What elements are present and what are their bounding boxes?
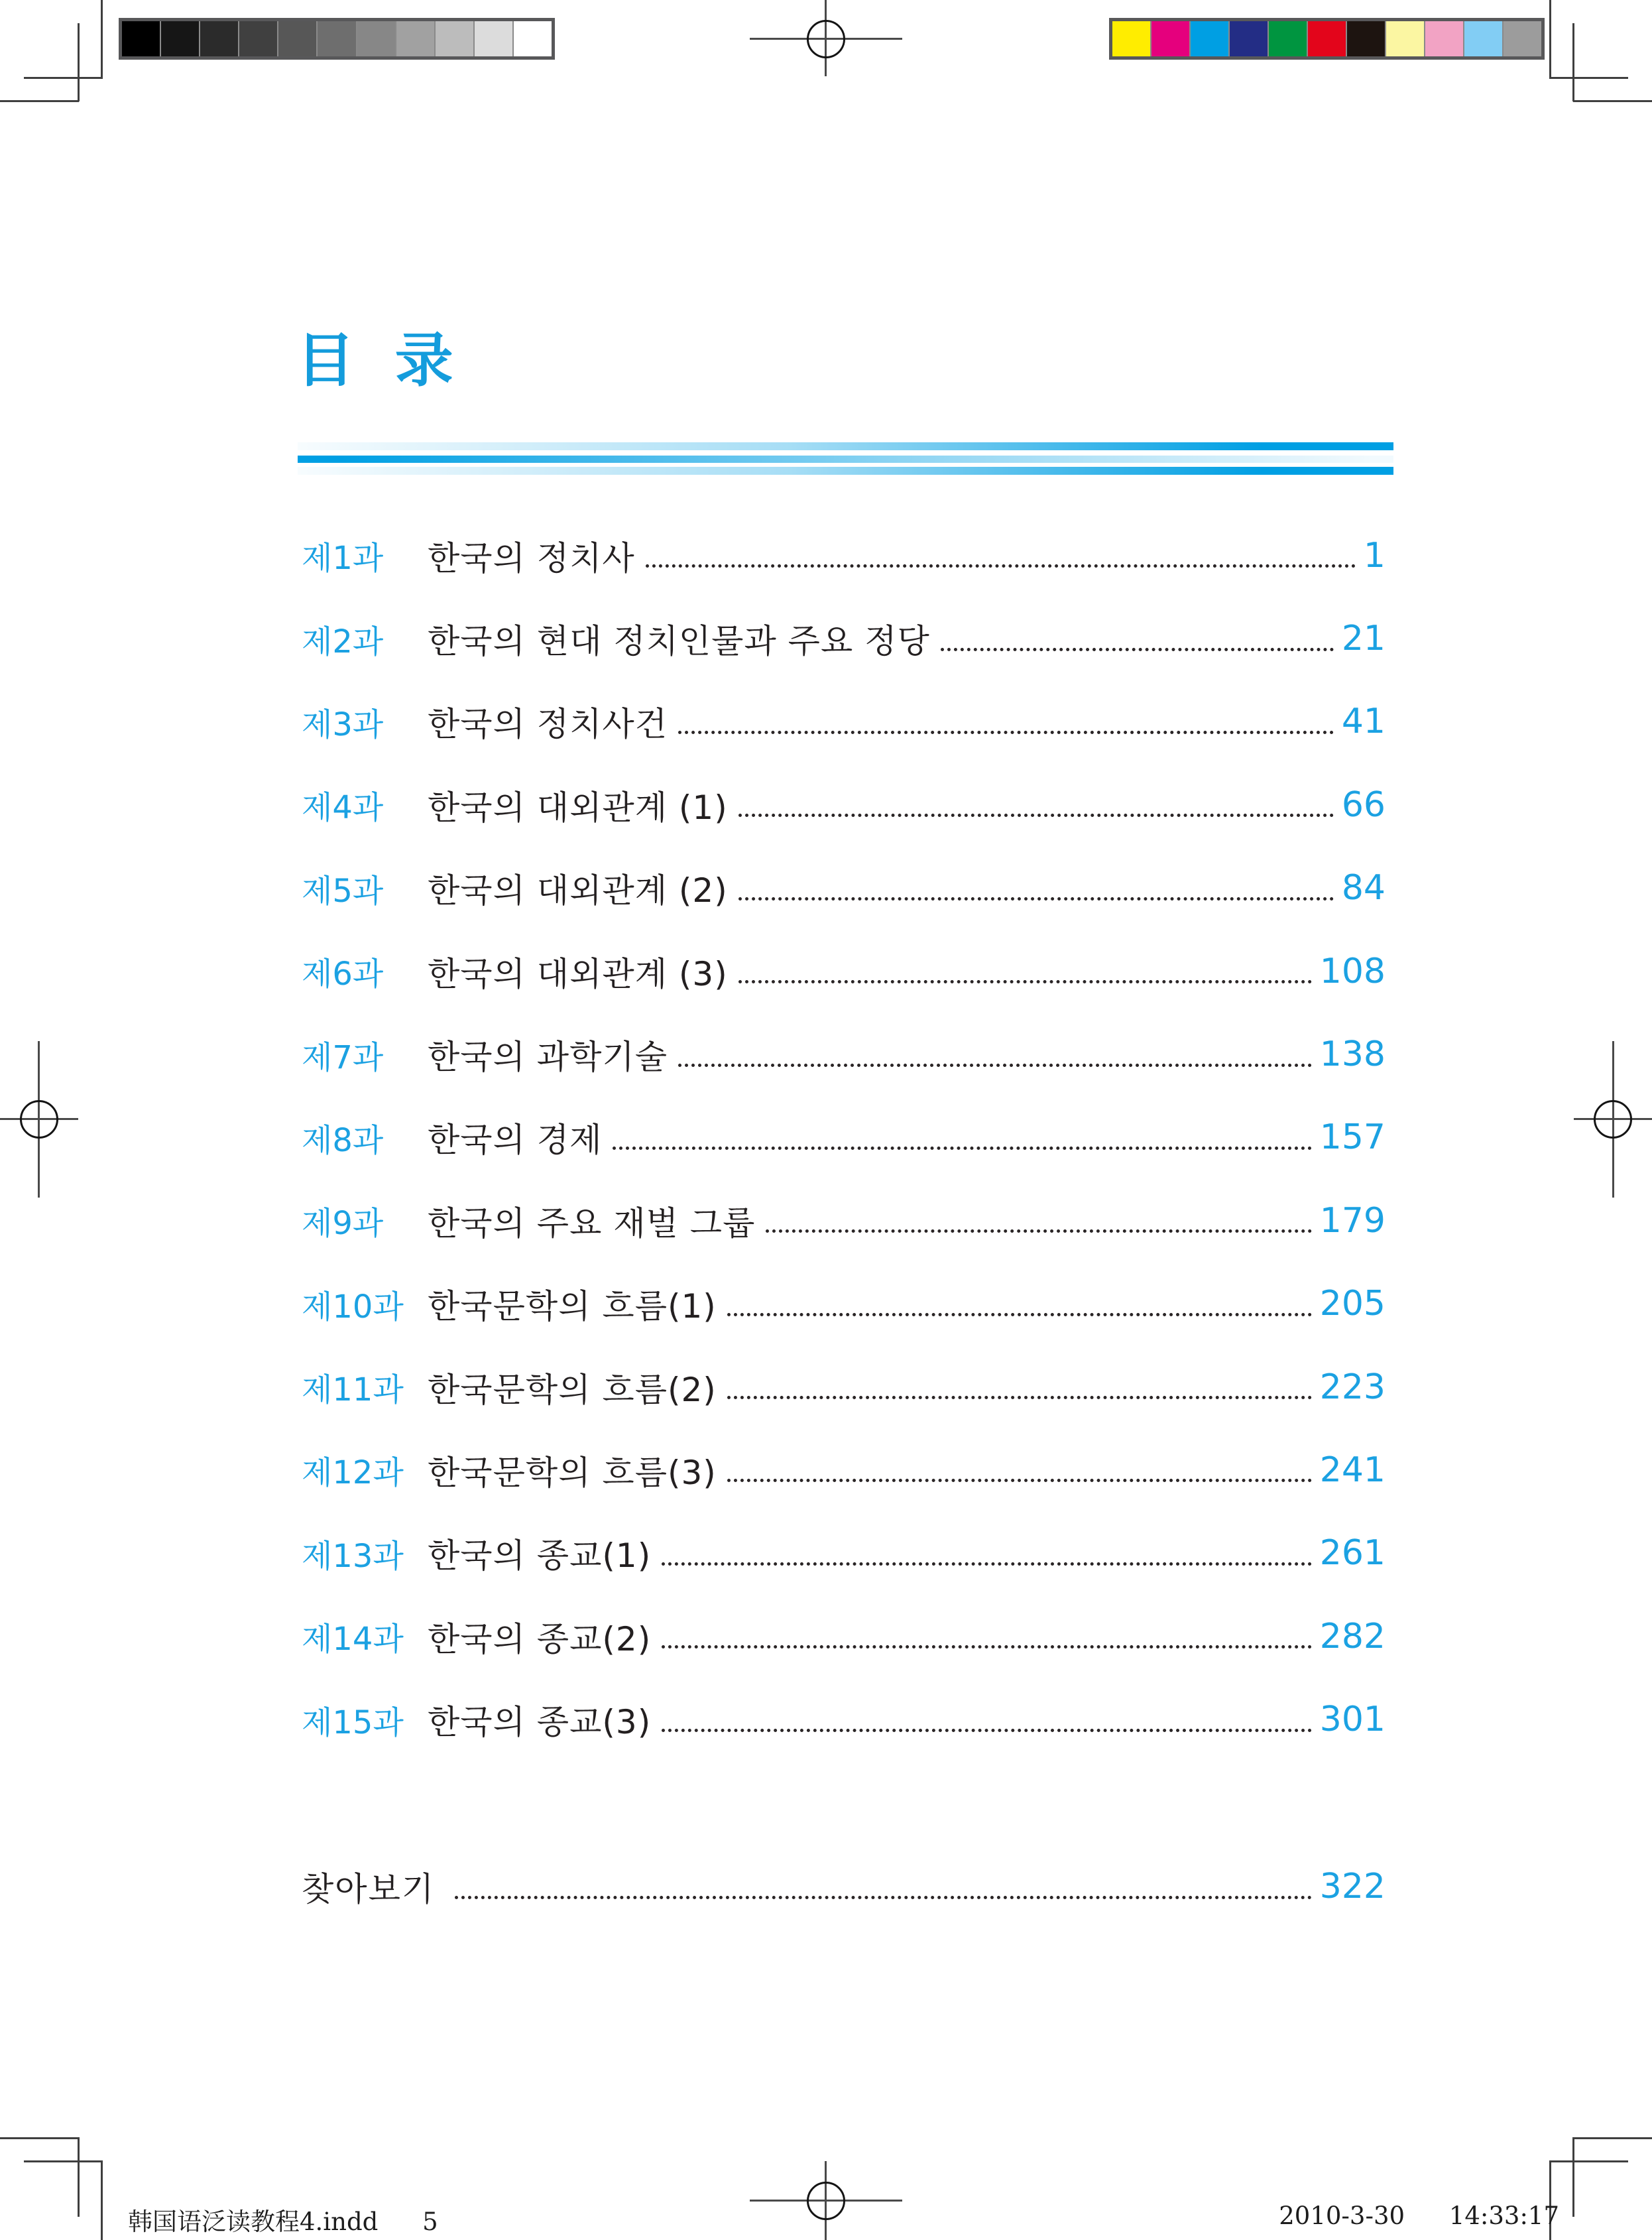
dot-leader bbox=[662, 1562, 1312, 1566]
lesson-label: 제11과 bbox=[302, 1371, 404, 1409]
gray-swatch bbox=[514, 21, 552, 56]
gray-swatch bbox=[200, 21, 238, 56]
page-number: 41 bbox=[1341, 702, 1386, 742]
lesson-label: 제3과 bbox=[302, 706, 384, 743]
crop-mark bbox=[1549, 77, 1628, 79]
lesson-title: 한국의 종교(2) bbox=[428, 1619, 652, 1658]
toc-entry bbox=[302, 680, 1386, 763]
lesson-label: 제1과 bbox=[302, 540, 384, 578]
color-swatch bbox=[1151, 21, 1189, 56]
registration-circle bbox=[1594, 1100, 1632, 1139]
footer-time: 14:33:17 bbox=[1448, 2202, 1559, 2230]
crop-mark bbox=[1549, 2160, 1628, 2162]
lesson-title: 한국의 대외관계 (3) bbox=[428, 954, 728, 993]
footer-timestamp bbox=[1279, 2202, 1559, 2230]
lesson-label: 제7과 bbox=[302, 1038, 384, 1076]
lesson-title: 한국의 종교(3) bbox=[428, 1703, 652, 1742]
dot-leader bbox=[662, 1729, 1312, 1732]
crop-mark bbox=[1573, 2137, 1652, 2139]
registration-circle bbox=[807, 2182, 845, 2220]
registration-circle bbox=[20, 1100, 58, 1139]
registration-circle bbox=[807, 20, 845, 58]
page-number: 179 bbox=[1319, 1200, 1386, 1241]
lesson-title: 한국의 현대 정치인물과 주요 정당 bbox=[428, 622, 930, 661]
gray-swatch bbox=[239, 21, 277, 56]
gray-swatch bbox=[357, 21, 395, 56]
lesson-label: 제15과 bbox=[302, 1704, 404, 1741]
toc-entry bbox=[302, 1595, 1386, 1678]
footer-filename: 韩国语泛读教程4.indd bbox=[128, 2208, 379, 2236]
toc-entry bbox=[302, 597, 1386, 680]
lesson-title: 한국의 과학기술 bbox=[428, 1038, 668, 1077]
page-number: 241 bbox=[1319, 1450, 1386, 1490]
toc-entry bbox=[302, 1428, 1386, 1511]
lesson-title: 한국의 주요 재벌 그룹 bbox=[428, 1204, 756, 1243]
lesson-label: 제6과 bbox=[302, 956, 384, 993]
dot-leader bbox=[738, 897, 1334, 901]
page-number: 205 bbox=[1319, 1284, 1386, 1324]
lesson-title: 한국의 종교(1) bbox=[428, 1536, 652, 1576]
lesson-title: 한국의 경제 bbox=[428, 1121, 603, 1160]
lesson-label: 제14과 bbox=[302, 1621, 404, 1658]
gray-swatch bbox=[475, 21, 512, 56]
color-swatch bbox=[1504, 21, 1541, 56]
dot-leader bbox=[727, 1313, 1312, 1316]
gray-swatch bbox=[161, 21, 199, 56]
toc-entry bbox=[302, 1013, 1386, 1095]
gray-swatch bbox=[278, 21, 316, 56]
dot-leader bbox=[613, 1147, 1311, 1150]
grayscale-calibration-bar bbox=[119, 18, 555, 60]
lesson-title: 한국의 대외관계 (1) bbox=[428, 788, 728, 827]
dot-leader bbox=[646, 564, 1356, 568]
title-rule-middle bbox=[298, 456, 1393, 463]
toc-entry bbox=[302, 1345, 1386, 1428]
page-number: 108 bbox=[1319, 951, 1386, 991]
footer-file-info bbox=[128, 2202, 438, 2237]
dot-leader bbox=[662, 1645, 1312, 1649]
toc-entry bbox=[302, 1263, 1386, 1345]
lesson-label: 제10과 bbox=[302, 1288, 404, 1326]
dot-leader bbox=[678, 731, 1334, 734]
lesson-title: 한국문학의 흐름(3) bbox=[428, 1453, 717, 1492]
dot-leader bbox=[738, 980, 1312, 983]
lesson-label: 제13과 bbox=[302, 1537, 404, 1575]
crop-mark bbox=[1572, 2137, 1574, 2217]
crop-mark bbox=[24, 2160, 103, 2162]
crop-mark bbox=[0, 2137, 79, 2139]
index-entry bbox=[302, 1859, 1386, 1914]
toc-entry bbox=[302, 1096, 1386, 1179]
color-swatch bbox=[1230, 21, 1268, 56]
page-number: 66 bbox=[1341, 784, 1386, 825]
crop-mark bbox=[1549, 0, 1551, 78]
index-label: 찾아보기 bbox=[302, 1870, 436, 1908]
dot-leader bbox=[941, 648, 1334, 651]
page-number: 282 bbox=[1319, 1616, 1386, 1656]
lesson-title: 한국의 정치사건 bbox=[428, 705, 668, 744]
dot-leader bbox=[455, 1896, 1312, 1899]
toc-entry bbox=[302, 763, 1386, 846]
color-swatch bbox=[1191, 21, 1228, 56]
color-swatch bbox=[1347, 21, 1385, 56]
crop-mark bbox=[78, 2137, 80, 2217]
lesson-title: 한국의 정치사 bbox=[428, 538, 635, 578]
dot-leader bbox=[727, 1396, 1312, 1399]
page-number: 261 bbox=[1319, 1533, 1386, 1574]
crop-mark bbox=[1572, 23, 1574, 101]
crop-mark bbox=[101, 0, 103, 78]
gray-swatch bbox=[396, 21, 434, 56]
lesson-title: 한국의 대외관계 (2) bbox=[428, 871, 728, 910]
dot-leader bbox=[678, 1064, 1312, 1067]
toc-entry bbox=[302, 847, 1386, 930]
dot-leader bbox=[766, 1229, 1311, 1233]
lesson-label: 제2과 bbox=[302, 623, 384, 660]
page-number: 1 bbox=[1363, 535, 1386, 576]
footer-date: 2010-3-30 bbox=[1279, 2202, 1405, 2230]
color-swatch bbox=[1464, 21, 1502, 56]
page-number: 157 bbox=[1319, 1117, 1386, 1158]
toc-list bbox=[302, 514, 1386, 1761]
gray-swatch bbox=[122, 21, 160, 56]
toc-entry bbox=[302, 1512, 1386, 1595]
page-number: 223 bbox=[1319, 1367, 1386, 1407]
toc-entry bbox=[302, 1678, 1386, 1761]
page-number: 322 bbox=[1319, 1867, 1386, 1906]
dot-leader bbox=[727, 1479, 1312, 1482]
page-number: 301 bbox=[1319, 1700, 1386, 1740]
toc-entry bbox=[302, 930, 1386, 1013]
lesson-label: 제8과 bbox=[302, 1121, 384, 1159]
lesson-label: 제9과 bbox=[302, 1205, 384, 1243]
crop-mark bbox=[1573, 100, 1652, 102]
page-title: 目 录 bbox=[296, 326, 455, 395]
title-rule-top bbox=[298, 442, 1393, 450]
color-swatch bbox=[1425, 21, 1463, 56]
page-number: 138 bbox=[1319, 1034, 1386, 1075]
color-calibration-bar bbox=[1109, 18, 1545, 60]
color-swatch bbox=[1308, 21, 1346, 56]
page-number: 21 bbox=[1341, 619, 1386, 659]
lesson-label: 제12과 bbox=[302, 1454, 404, 1492]
toc-entry bbox=[302, 514, 1386, 597]
crop-mark bbox=[101, 2160, 103, 2240]
color-swatch bbox=[1269, 21, 1307, 56]
lesson-label: 제5과 bbox=[302, 872, 384, 910]
dot-leader bbox=[738, 814, 1334, 817]
crop-mark bbox=[0, 100, 79, 102]
crop-mark bbox=[78, 23, 80, 101]
gray-swatch bbox=[436, 21, 473, 56]
lesson-title: 한국문학의 흐름(2) bbox=[428, 1370, 717, 1409]
footer-sheet-number: 5 bbox=[422, 2208, 438, 2236]
toc-entry bbox=[302, 1179, 1386, 1262]
lesson-title: 한국문학의 흐름(1) bbox=[428, 1287, 717, 1326]
page-number: 84 bbox=[1341, 868, 1386, 908]
title-rule-bottom bbox=[298, 467, 1393, 475]
lesson-label: 제4과 bbox=[302, 789, 384, 827]
color-swatch bbox=[1386, 21, 1424, 56]
gray-swatch bbox=[318, 21, 355, 56]
color-swatch bbox=[1112, 21, 1150, 56]
crop-mark bbox=[24, 77, 103, 79]
